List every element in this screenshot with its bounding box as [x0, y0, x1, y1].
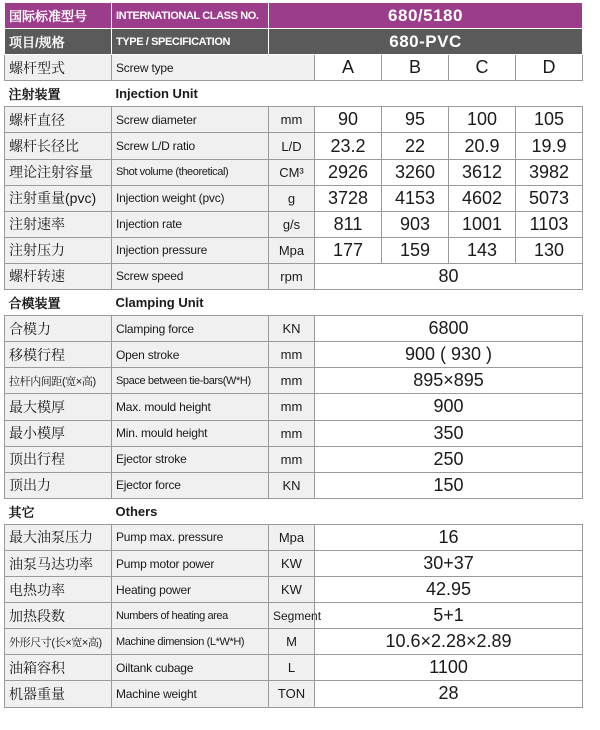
spec-row [5, 446, 583, 472]
spec-table [4, 2, 583, 708]
row-unit: mm [269, 342, 315, 368]
value-c: 20.9 [449, 133, 516, 159]
section-clamping [5, 290, 583, 316]
value-c: 4602 [449, 185, 516, 211]
row-value: 28 [315, 681, 583, 707]
row-label-cn: 理论注射容量 [5, 159, 112, 185]
row-value: 42.95 [315, 577, 583, 603]
row-unit: mm [269, 394, 315, 420]
row-label-cn: 螺杆长径比 [5, 133, 112, 159]
row-label-en: Oiltank cubage [112, 655, 269, 681]
row-value: 5+1 [315, 603, 583, 629]
row-label-cn: 加热段数 [5, 603, 112, 629]
value-a: 90 [315, 107, 382, 133]
row-value: 1100 [315, 655, 583, 681]
spec-row [5, 550, 583, 576]
spec-row [5, 237, 583, 263]
row-label-cn: 移模行程 [5, 342, 112, 368]
value-c: 100 [449, 107, 516, 133]
row-label-cn: 外形尺寸(长×宽×高) [5, 629, 112, 655]
row-unit: M [269, 629, 315, 655]
spec-row [5, 655, 583, 681]
row-unit: Mpa [269, 524, 315, 550]
spec-row [5, 133, 583, 159]
spec-row [5, 342, 583, 368]
row-unit: KW [269, 577, 315, 603]
value-b: 903 [382, 211, 449, 237]
value-d: 3982 [516, 159, 583, 185]
section-title-en: Clamping Unit [112, 290, 583, 316]
section-title-en: Injection Unit [112, 81, 583, 107]
row-label-en: Injection rate [112, 211, 269, 237]
section-title-en: Others [112, 498, 583, 524]
row-value: 6800 [315, 316, 583, 342]
row-unit: Segment [269, 603, 315, 629]
screw-type-d: D [516, 55, 583, 81]
value-a: 2926 [315, 159, 382, 185]
row-label-cn: 最大油泵压力 [5, 524, 112, 550]
row-value: 900 ( 930 ) [315, 342, 583, 368]
row-label-cn: 注射速率 [5, 211, 112, 237]
spec-row [5, 394, 583, 420]
spec-row [5, 159, 583, 185]
row-label-cn: 最小模厚 [5, 420, 112, 446]
screw-type-row [5, 55, 583, 81]
screw-type-c: C [449, 55, 516, 81]
value-d: 19.9 [516, 133, 583, 159]
class-label-cn: 国际标准型号 [5, 3, 112, 29]
value-a: 3728 [315, 185, 382, 211]
class-value: 680/5180 [269, 3, 583, 29]
spec-row [5, 420, 583, 446]
header-class-row [5, 3, 583, 29]
row-label-en: Clamping force [112, 316, 269, 342]
row-label-cn: 最大模厚 [5, 394, 112, 420]
row-label-en: Shot volume (theoretical) [112, 159, 269, 185]
spec-row [5, 472, 583, 498]
row-value: 150 [315, 472, 583, 498]
row-label-en: Screw diameter [112, 107, 269, 133]
row-unit: mm [269, 420, 315, 446]
row-label-cn: 螺杆型式 [5, 55, 112, 81]
row-unit: KW [269, 550, 315, 576]
row-value: 900 [315, 394, 583, 420]
row-label-cn: 螺杆转速 [5, 263, 112, 289]
row-label-cn: 油箱容积 [5, 655, 112, 681]
spec-row [5, 368, 583, 394]
header-type-row [5, 29, 583, 55]
spec-row [5, 263, 583, 289]
value-a: 177 [315, 237, 382, 263]
row-label-cn: 拉杆内间距(宽×高) [5, 368, 112, 394]
row-unit: rpm [269, 263, 315, 289]
row-label-cn: 合模力 [5, 316, 112, 342]
value-c: 1001 [449, 211, 516, 237]
spec-row [5, 629, 583, 655]
row-label-en: Pump max. pressure [112, 524, 269, 550]
row-label-cn: 电热功率 [5, 577, 112, 603]
spec-row [5, 316, 583, 342]
screw-type-a: A [315, 55, 382, 81]
value-d: 5073 [516, 185, 583, 211]
type-label-en: TYPE / SPECIFICATION [112, 29, 269, 55]
row-unit: g [269, 185, 315, 211]
row-unit: CM³ [269, 159, 315, 185]
value-b: 95 [382, 107, 449, 133]
row-label-cn: 注射重量(pvc) [5, 185, 112, 211]
row-value: 30+37 [315, 550, 583, 576]
section-others [5, 498, 583, 524]
spec-row [5, 524, 583, 550]
class-label-en: INTERNATIONAL CLASS NO. [112, 3, 269, 29]
spec-row [5, 185, 583, 211]
value-a: 811 [315, 211, 382, 237]
section-injection [5, 81, 583, 107]
row-label-en: Max. mould height [112, 394, 269, 420]
section-title-cn: 其它 [5, 498, 112, 524]
row-unit: L/D [269, 133, 315, 159]
row-label-en: Ejector force [112, 472, 269, 498]
row-label-cn: 顶出力 [5, 472, 112, 498]
row-value: 895×895 [315, 368, 583, 394]
row-unit: mm [269, 368, 315, 394]
value-c: 3612 [449, 159, 516, 185]
row-unit: KN [269, 316, 315, 342]
row-unit: Mpa [269, 237, 315, 263]
value-b: 22 [382, 133, 449, 159]
row-label-en: Heating power [112, 577, 269, 603]
spec-row [5, 211, 583, 237]
row-unit: mm [269, 446, 315, 472]
row-value: 250 [315, 446, 583, 472]
value-b: 159 [382, 237, 449, 263]
row-label-en: Machine dimension (L*W*H) [112, 629, 269, 655]
screw-type-b: B [382, 55, 449, 81]
row-label-cn: 顶出行程 [5, 446, 112, 472]
spec-row [5, 107, 583, 133]
row-label-en: Min. mould height [112, 420, 269, 446]
section-title-cn: 合模装置 [5, 290, 112, 316]
value-c: 143 [449, 237, 516, 263]
type-value: 680-PVC [269, 29, 583, 55]
row-label-cn: 注射压力 [5, 237, 112, 263]
row-label-cn: 机器重量 [5, 681, 112, 707]
type-label-cn: 项目/规格 [5, 29, 112, 55]
value-d: 105 [516, 107, 583, 133]
row-label-en: Ejector stroke [112, 446, 269, 472]
row-label-cn: 油泵马达功率 [5, 550, 112, 576]
row-value: 350 [315, 420, 583, 446]
section-title-cn: 注射装置 [5, 81, 112, 107]
row-unit: KN [269, 472, 315, 498]
row-label-en: Numbers of heating area [112, 603, 269, 629]
row-unit: g/s [269, 211, 315, 237]
row-value: 16 [315, 524, 583, 550]
row-label-en: Open stroke [112, 342, 269, 368]
spec-row [5, 603, 583, 629]
value-d: 130 [516, 237, 583, 263]
row-unit: mm [269, 107, 315, 133]
value-b: 3260 [382, 159, 449, 185]
row-value: 10.6×2.28×2.89 [315, 629, 583, 655]
value-d: 1103 [516, 211, 583, 237]
row-unit: TON [269, 681, 315, 707]
row-label-en: Space between tie-bars(W*H) [112, 368, 269, 394]
row-value: 80 [315, 263, 583, 289]
spec-row [5, 577, 583, 603]
row-unit: L [269, 655, 315, 681]
row-label-en: Injection pressure [112, 237, 269, 263]
row-label-en: Injection weight (pvc) [112, 185, 269, 211]
spec-row [5, 681, 583, 707]
row-label-en: Machine weight [112, 681, 269, 707]
row-label-en: Pump motor power [112, 550, 269, 576]
value-a: 23.2 [315, 133, 382, 159]
value-b: 4153 [382, 185, 449, 211]
row-label-en: Screw speed [112, 263, 269, 289]
row-label-en: Screw type [112, 55, 315, 81]
row-label-cn: 螺杆直径 [5, 107, 112, 133]
row-label-en: Screw L/D ratio [112, 133, 269, 159]
